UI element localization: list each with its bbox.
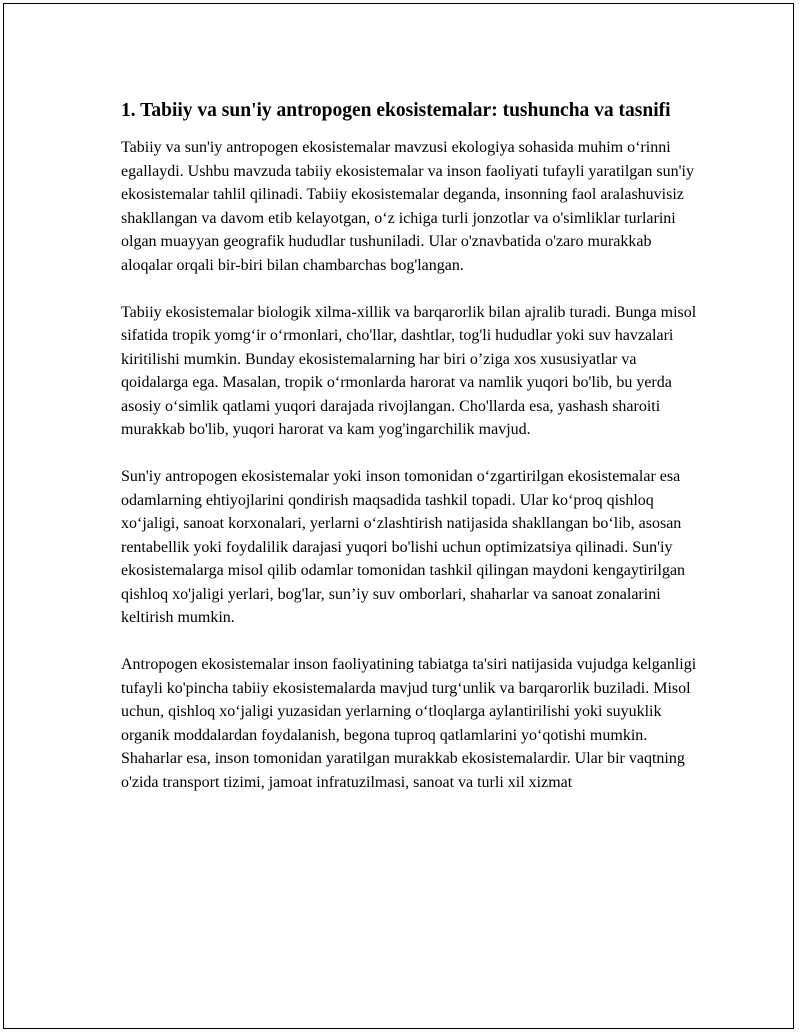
document-page: [3, 3, 794, 1029]
paragraph-1: Tabiiy va sun'iy antropogen ekosistemalar mavzusi ekologiya sohasida muhim o‘rinni egallaydi. Ushbu mavzuda tabiiy ekosistemalar va inson faoliyati tufayli yaratilgan sun'iy ekosistemalar tahlil qilinadi. Tabiiy ekosistemalar deganda, insonning faol aralashuvisiz shakllangan va davom etib kelayotgan, o‘z ichiga turli jonzotlar va o'simliklar turlarini olgan muayyan geografik hududlar tushuniladi. Ular o'znavbatida o'zaro murakkab aloqalar orqali bir-biri bilan chambarchas bog'langan.: [121, 139, 694, 274]
paragraph-4: Antropogen ekosistemalar inson faoliyatining tabiatga ta'siri natijasida vujudga kelganligi tufayli ko'pincha tabiiy ekosistemalarda mavjud turg‘unlik va barqarorlik buziladi. Misol uchun, qishloq xo‘jaligi yuzasidan yerlarning o‘tloqlarga aylantirilishi yoki suyuklik organik moddalardan foydalanish, begona tuproq qatlamlarini yo‘qotishi mumkin. Shaharlar esa, inson tomonidan yaratilgan murakkab ekosistemalardir. Ular bir vaqtning o'zida transport tizimi, jamoat infratuzilmasi, sanoat va turli xil xizmat: [121, 656, 697, 791]
section-heading: 1. Tabiiy va sun'iy antropogen ekosistemalar: tushuncha va tasnifi: [121, 100, 671, 121]
paragraph-3: Sun'iy antropogen ekosistemalar yoki inson tomonidan o‘zgartirilgan ekosistemalar esa odamlarning ehtiyojlarini qondirish maqsadida tashkil topadi. Ular ko‘proq qishloq xo‘jaligi, sanoat korxonalari, yerlarni o‘zlashtirish natijasida shakllangan bo‘lib, asosan rentabellik yoki foydalilik darajasi yuqori bo'lishi uchun optimizatsiya qilinadi. Sun'iy ekosistemalarga misol qilib odamlar tomonidan tashkil qilingan maydoni kengaytirilgan qishloq xo'jaligi yerlari, bog'lar, sun’iy suv omborlari, shaharlar va sanoat zonalarini keltirish mumkin.: [121, 468, 686, 626]
paragraph-2: Tabiiy ekosistemalar biologik xilma-xillik va barqarorlik bilan ajralib turadi. Bunga misol sifatida tropik yomg‘ir o‘rmonlari, cho'llar, dashtlar, tog'li hududlar yoki suv havzalari kiritilishi mumkin. Bunday ekosistemalarning har biri o’ziga xos xususiyatlar va qoidalarga ega. Masalan, tropik o‘rmonlarda harorat va namlik yuqori bo'lib, bu yerda asosiy o‘simlik qatlami yuqori darajada rivojlangan. Cho'llarda esa, yashash sharoiti murakkab bo'lib, yuqori harorat va kam yog'ingarchilik mavjud.: [121, 303, 697, 438]
document-content: [121, 98, 701, 818]
